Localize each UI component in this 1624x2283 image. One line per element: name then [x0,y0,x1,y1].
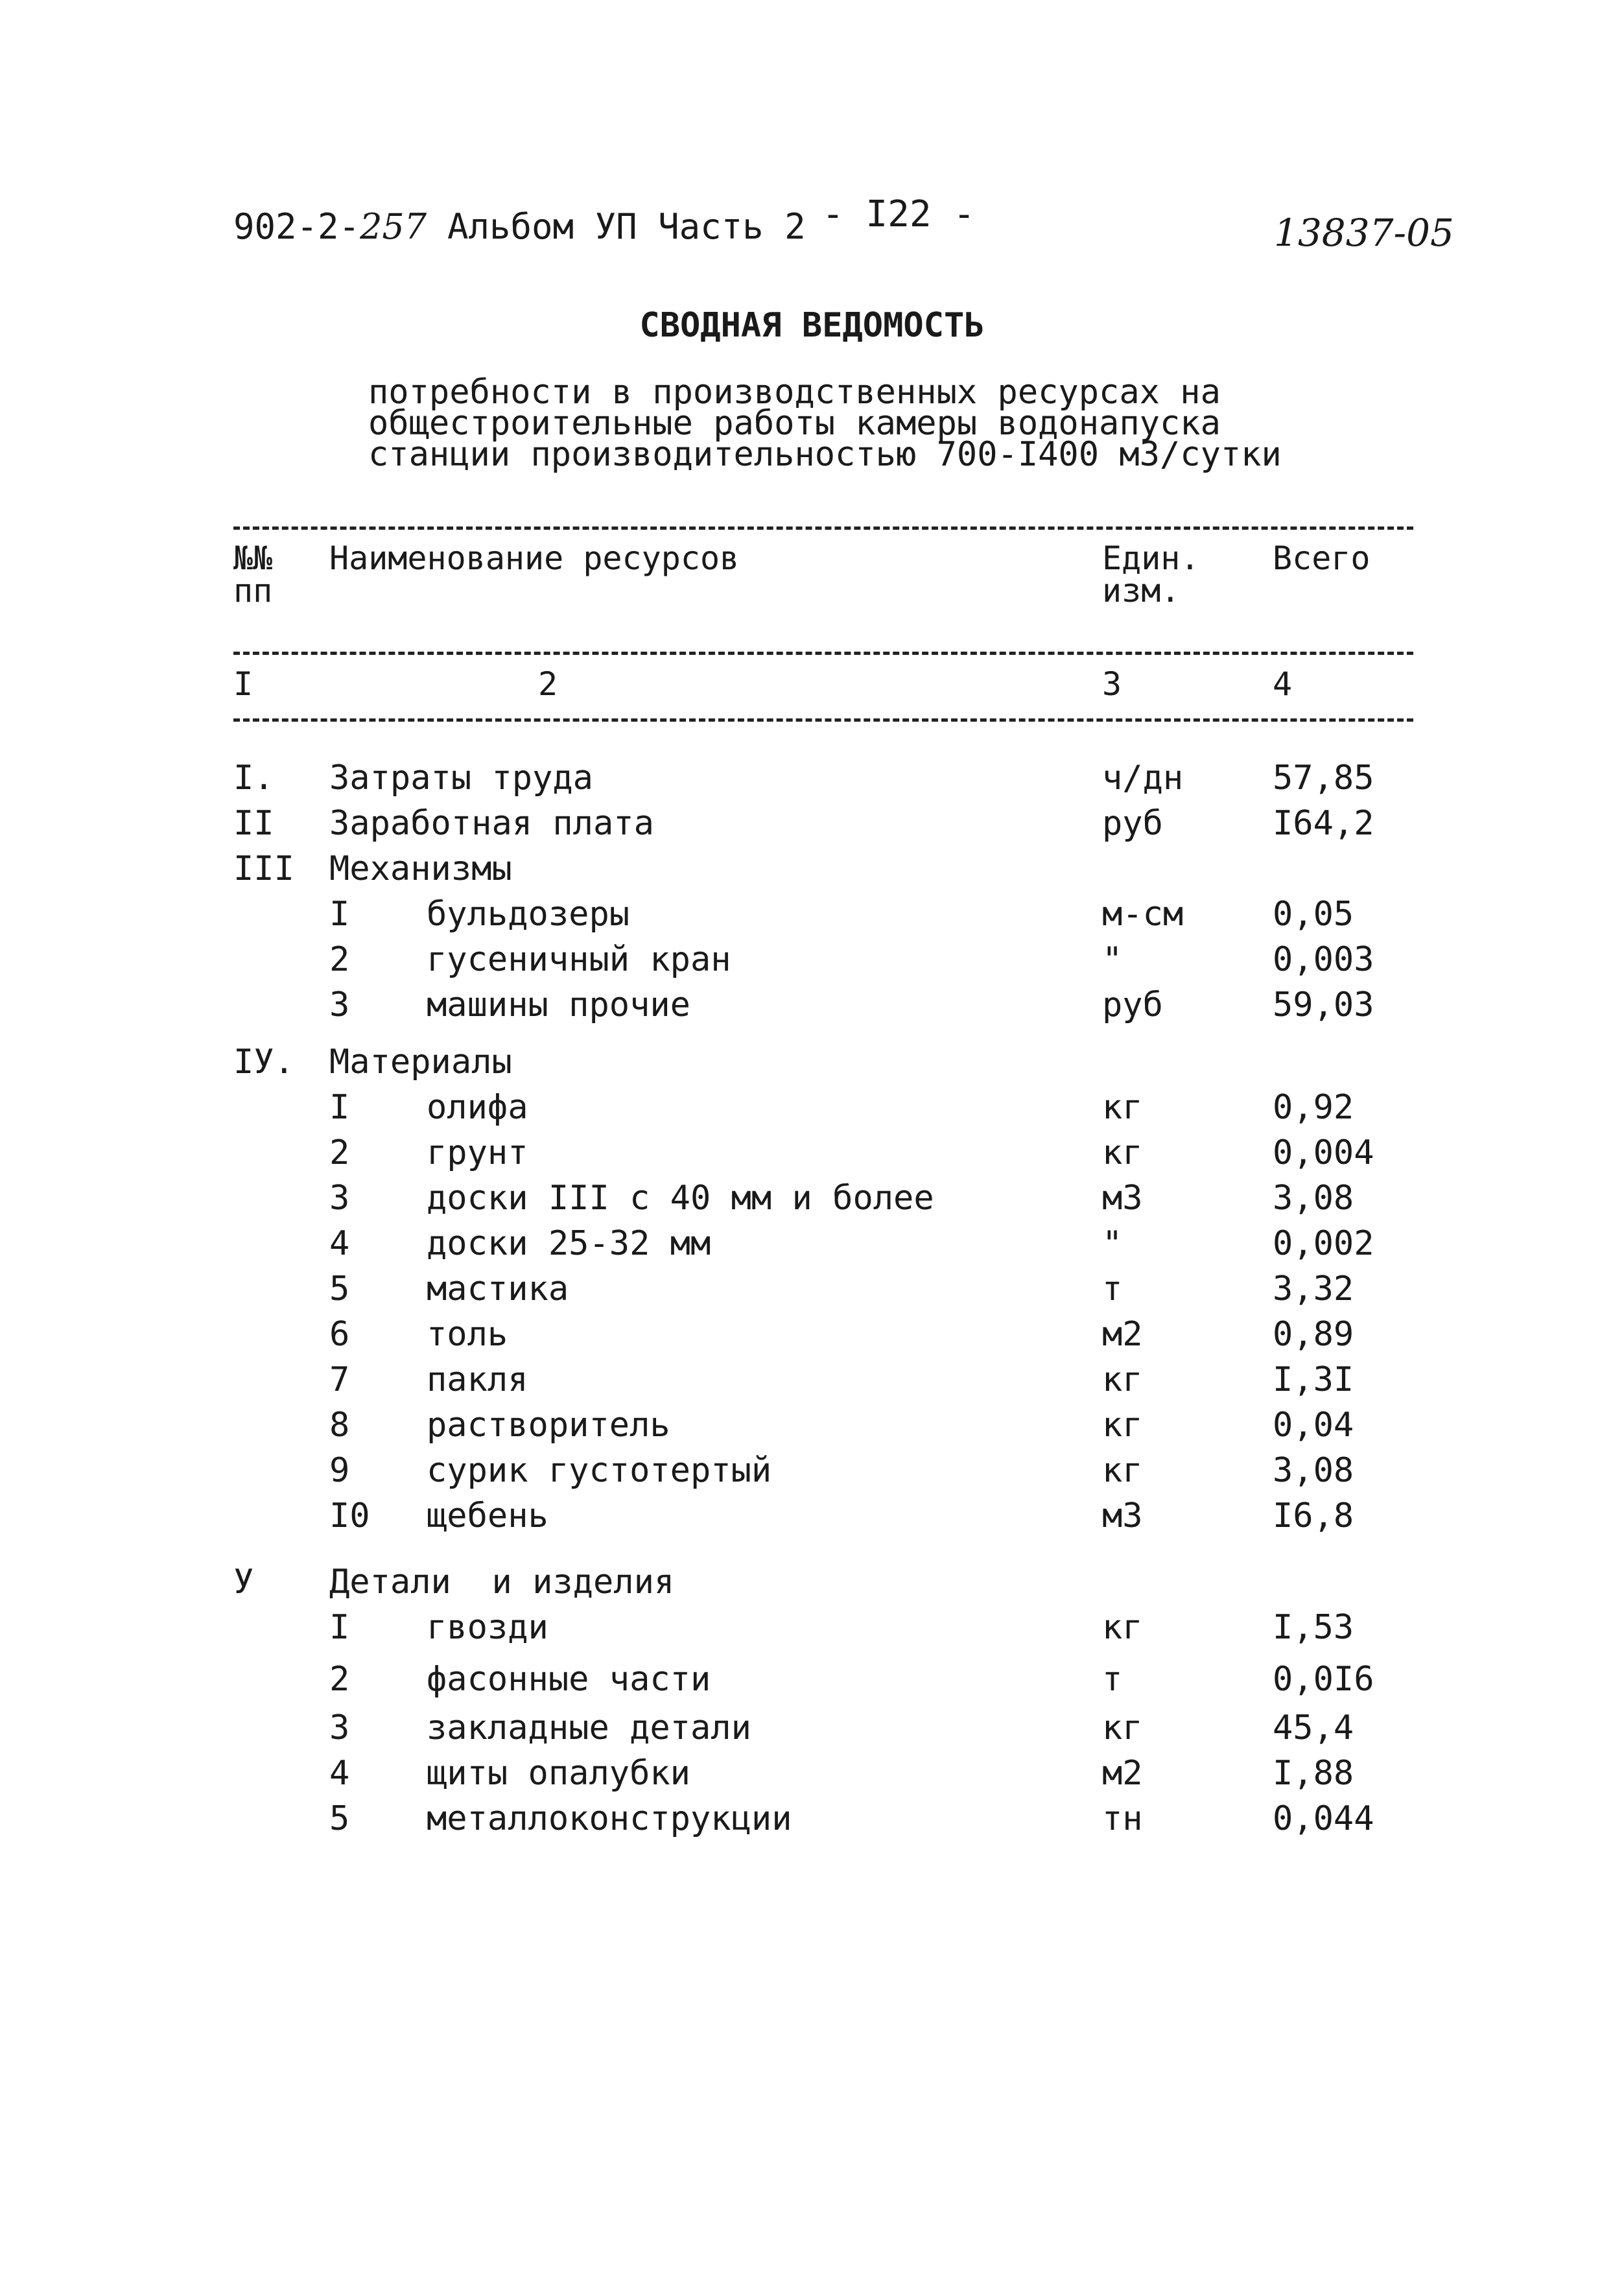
table-header-rule [233,652,1413,655]
unit-of-measure: м2 [1102,1315,1143,1354]
unit-of-measure: кг [1102,1360,1143,1399]
row-number: II [233,804,274,843]
unit-of-measure: кг [1102,1088,1143,1127]
row-number: I. [233,759,274,798]
row-number: 4 [329,1754,350,1793]
unit-of-measure: ч/дн [1102,759,1184,798]
resource-name: растворитель [427,1406,670,1445]
table-row [0,1224,1624,1270]
row-number: 6 [329,1315,350,1354]
unit-of-measure: м2 [1102,1754,1143,1793]
total-value: 0,92 [1273,1088,1354,1127]
document-code [233,206,427,247]
total-value: 59,03 [1273,986,1374,1024]
unit-of-measure: т [1102,1660,1123,1699]
album-label: Альбом УП Часть 2 [447,206,806,247]
row-number: III [233,849,294,888]
resource-name: грунт [427,1133,528,1172]
subtitle-line-3: станции производительностью 700-I400 м3/сутки [368,435,1282,474]
row-number: I [329,895,350,934]
row-number: 2 [329,940,350,979]
resource-name: металлоконструкции [427,1799,792,1838]
total-value: 0,002 [1273,1224,1374,1263]
total-value: 0,003 [1273,940,1374,979]
unit-of-measure: " [1102,940,1123,979]
row-number: 5 [329,1270,350,1308]
resource-name: сурик густотертый [427,1451,772,1490]
row-number: 3 [329,1709,350,1747]
resource-name: толь [427,1315,508,1354]
table-row [0,1315,1624,1360]
column-header-num: №№ пп [233,539,273,609]
total-value: 0,05 [1273,895,1354,934]
row-number: I [329,1608,350,1647]
row-number: I0 [329,1496,370,1535]
resource-name: бульдозеры [427,895,630,934]
row-number: 2 [329,1660,350,1699]
document-title: СВОДНАЯ ВЕДОМОСТЬ [639,306,985,345]
row-number: 2 [329,1133,350,1172]
table-row [0,1406,1624,1451]
unit-of-measure: кг [1102,1608,1143,1647]
total-value: I64,2 [1273,804,1374,843]
table-row [0,849,1624,895]
unit-of-measure: м-см [1102,895,1184,934]
table-row [0,1179,1624,1224]
total-value: 0,044 [1273,1799,1374,1838]
total-value: 3,08 [1273,1451,1354,1490]
unit-of-measure: руб [1102,804,1163,843]
table-row [0,940,1624,986]
subtitle-line-2: общестроительные работы камеры водонапуска [368,404,1221,443]
resource-name: щебень [427,1496,548,1535]
resource-name: Детали и изделия [329,1563,675,1602]
table-row [0,1563,1624,1608]
row-number: IУ. [233,1043,294,1082]
column-number-1: I [233,665,253,703]
table-top-rule [233,526,1413,530]
row-number: 5 [329,1799,350,1838]
total-value: 45,4 [1273,1709,1354,1747]
resource-name: доски 25-32 мм [427,1224,711,1263]
resource-name: закладные детали [427,1709,751,1747]
resource-name: пакля [427,1360,528,1399]
table-row [0,1608,1624,1653]
row-number: 7 [329,1360,350,1399]
total-value: 0,89 [1273,1315,1354,1354]
row-number: 8 [329,1406,350,1445]
unit-of-measure: кг [1102,1133,1143,1172]
column-header-unit: Един. изм. [1102,539,1200,609]
table-row [0,804,1624,849]
row-number: 4 [329,1224,350,1263]
row-number: 3 [329,1179,350,1218]
row-number: I [329,1088,350,1127]
unit-of-measure: тн [1102,1799,1143,1838]
total-value: 3,08 [1273,1179,1354,1218]
unit-of-measure: руб [1102,986,1163,1024]
table-row [0,1270,1624,1315]
table-column-number-rule [233,718,1413,722]
unit-of-measure: м3 [1102,1179,1143,1218]
table-row [0,1043,1624,1088]
total-value: 0,0I6 [1273,1660,1374,1699]
table-row [0,1133,1624,1179]
subtitle-line-1: потребности в производственных ресурсах на [368,373,1221,412]
resource-name: мастика [427,1270,569,1308]
resource-name: Заработная плата [329,804,654,843]
column-number-4: 4 [1273,665,1293,703]
table-row [0,759,1624,804]
row-number: 9 [329,1451,350,1490]
resource-name: олифа [427,1088,528,1127]
handwritten-stamp: 13837-05 [1274,211,1454,255]
document-code-typed: 902-2- [233,206,360,247]
total-value: I,3I [1273,1360,1354,1399]
table-row [0,1754,1624,1799]
table-row [0,1360,1624,1406]
total-value: 3,32 [1273,1270,1354,1308]
table-row [0,1709,1624,1754]
row-number: 3 [329,986,350,1024]
table-row [0,1088,1624,1133]
resource-name: гусеничный кран [427,940,731,979]
column-number-2: 2 [538,665,558,703]
total-value: 0,04 [1273,1406,1354,1445]
resource-name: доски III с 40 мм и более [427,1179,934,1218]
table-row [0,1799,1624,1845]
resource-name: Механизмы [329,849,512,888]
unit-of-measure: т [1102,1270,1123,1308]
total-value: 0,004 [1273,1133,1374,1172]
resource-name: машины прочие [427,986,690,1024]
unit-of-measure: кг [1102,1406,1143,1445]
resource-name: гвозди [427,1608,548,1647]
unit-of-measure: м3 [1102,1496,1143,1535]
total-value: I6,8 [1273,1496,1354,1535]
column-header-name: Наименование ресурсов [329,539,740,577]
table-row [0,1451,1624,1496]
total-value: I,88 [1273,1754,1354,1793]
table-row [0,895,1624,940]
resource-name: щиты опалубки [427,1754,690,1793]
unit-of-measure: " [1102,1224,1123,1263]
resource-name: Затраты труда [329,759,593,798]
row-number: У [233,1563,254,1602]
unit-of-measure: кг [1102,1451,1143,1490]
document-code-handwritten: 257 [360,206,427,247]
column-number-3: 3 [1102,665,1122,703]
total-value: I,53 [1273,1608,1354,1647]
total-value: 57,85 [1273,759,1374,798]
resource-name: Материалы [329,1043,512,1082]
column-header-total: Всего [1273,539,1371,577]
table-row [0,986,1624,1031]
table-row [0,1496,1624,1542]
table-row [0,1660,1624,1705]
resource-name: фасонные части [427,1660,711,1699]
unit-of-measure: кг [1102,1709,1143,1747]
page-number: - I22 - [822,193,976,235]
